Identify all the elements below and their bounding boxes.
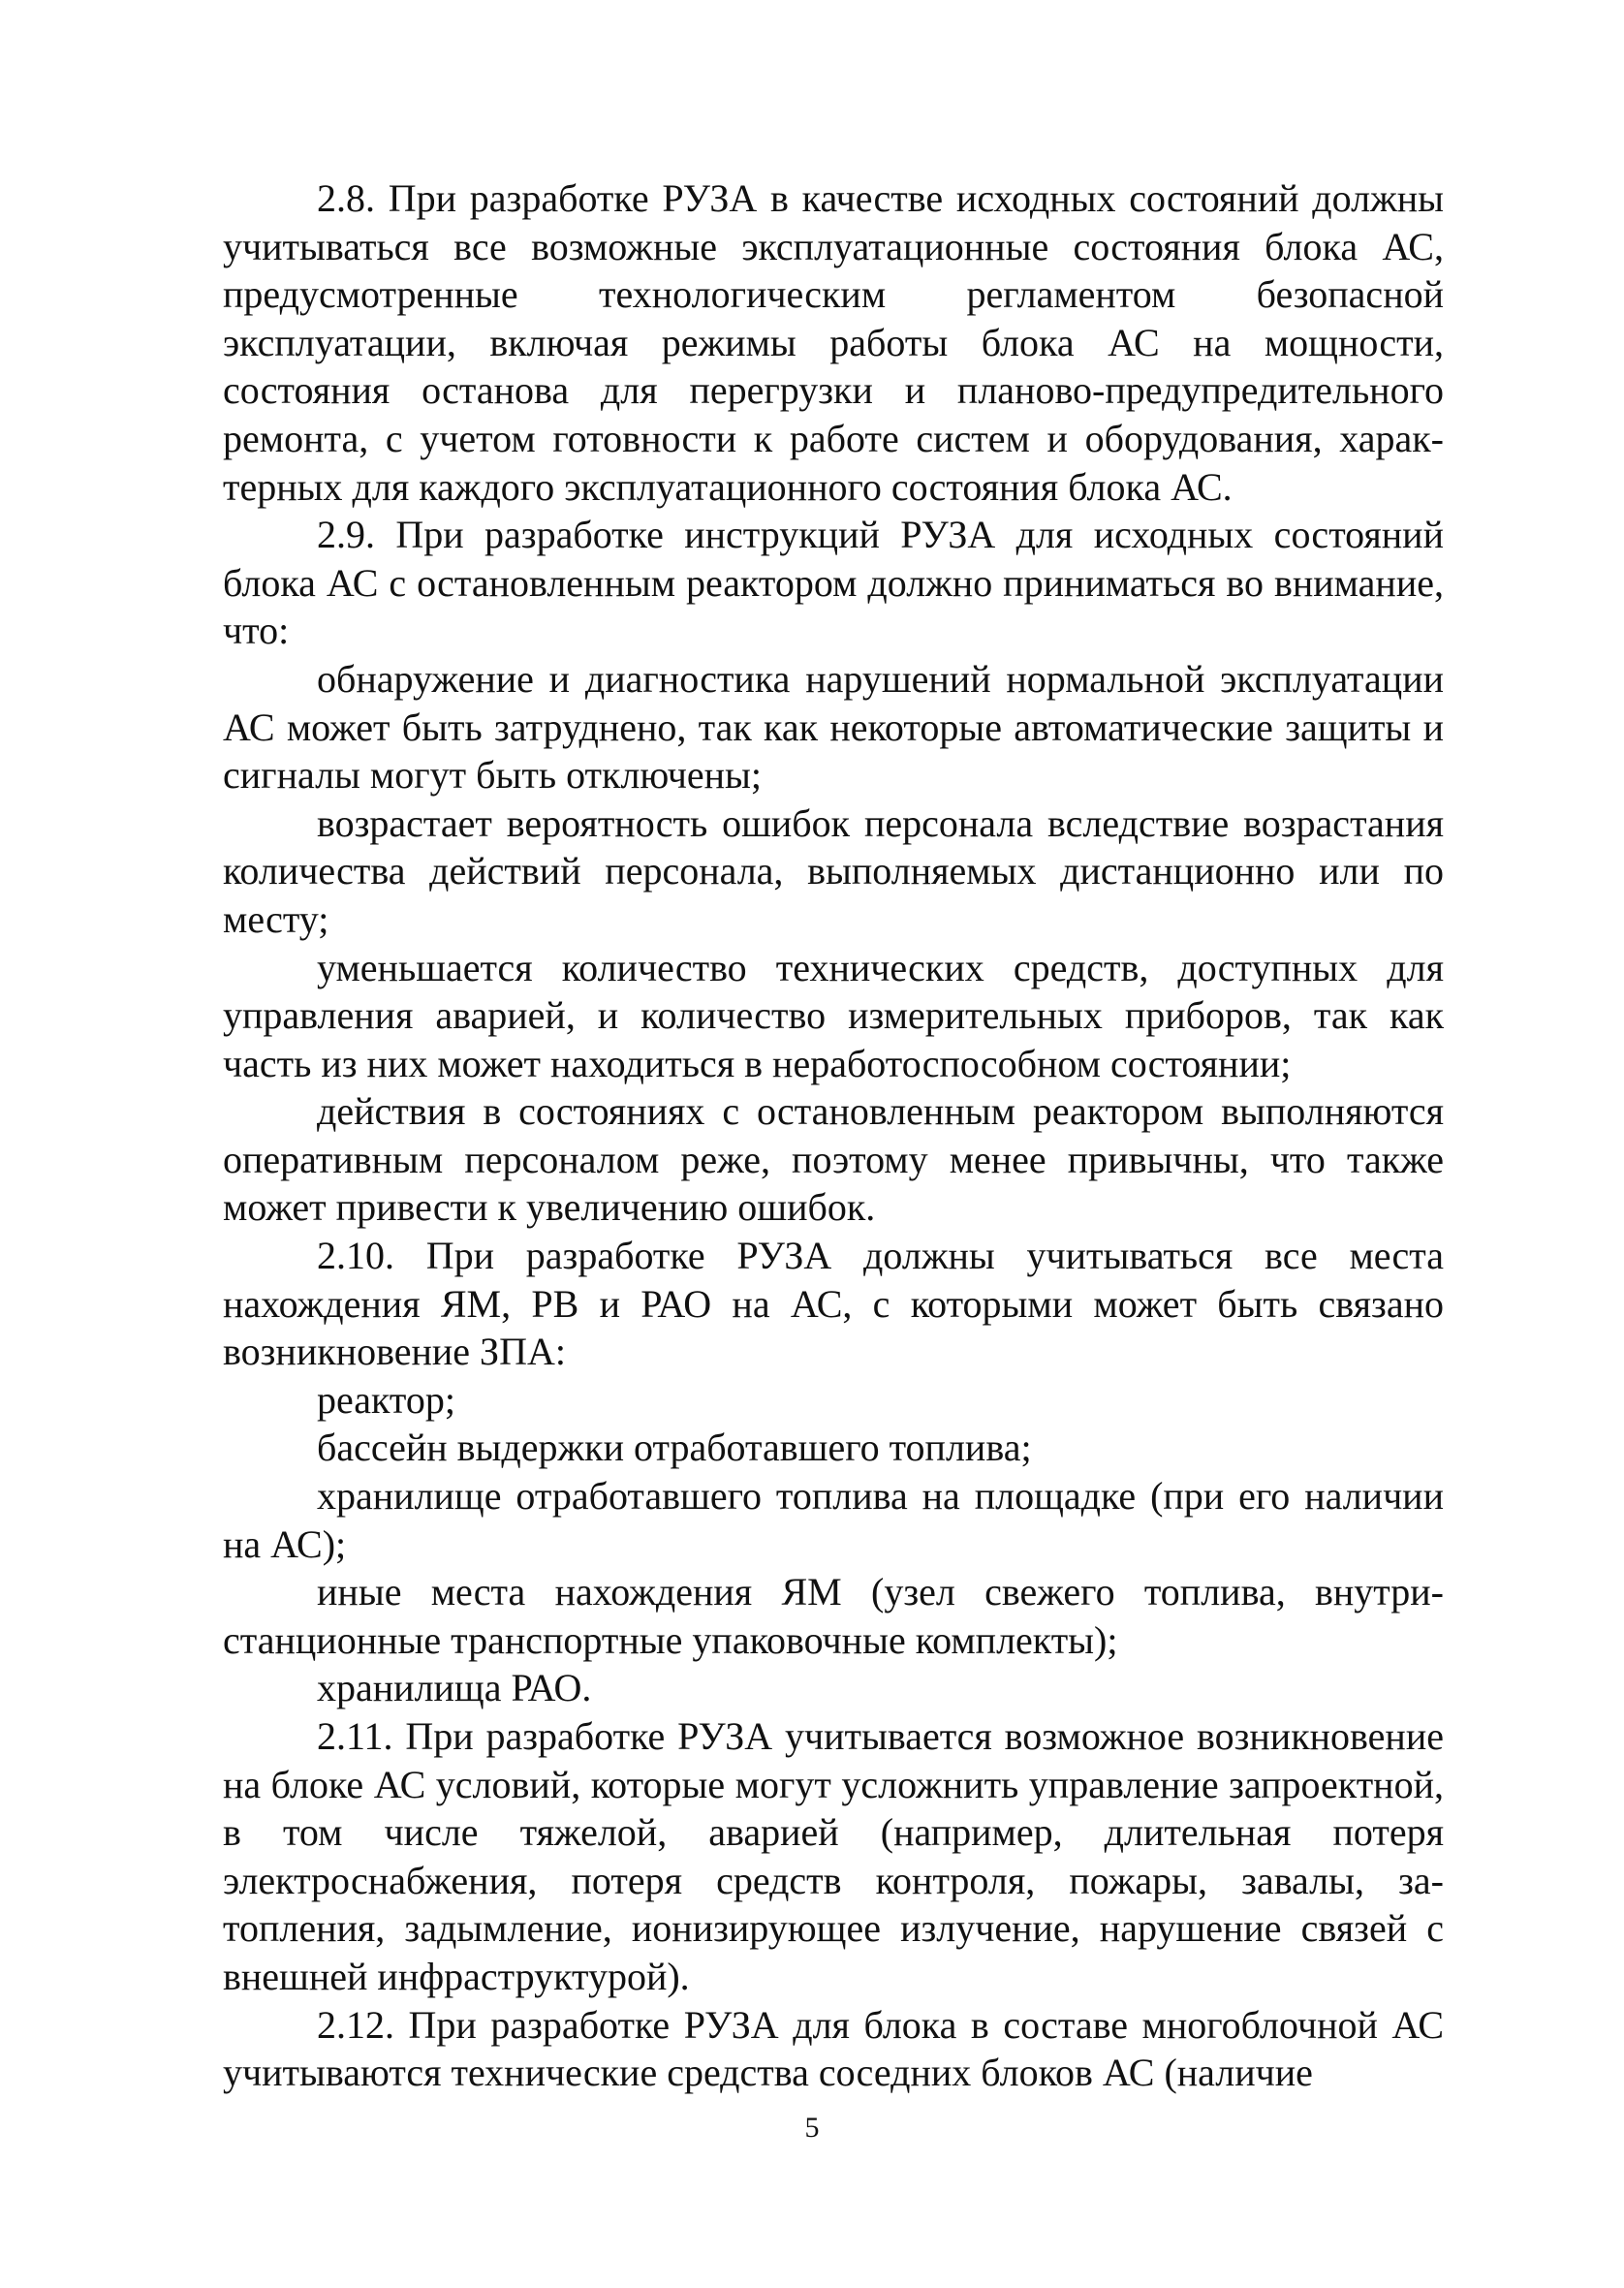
paragraph-2-10: 2.10. При разработке РУЗА должны учитываться все места нахождения ЯМ, РВ и РАО на АС, с которыми может быть связано возникновение ЗПА: xyxy=(223,1234,1444,1374)
list-item-detection: обнаружение и диагностика нарушений нормальной эксплуатации АС может быть затруднено, так как некоторые автоматические защиты и сигналы могут быть отключены; xyxy=(223,656,1444,798)
body-text xyxy=(223,174,1444,2097)
list-item-storage: хранилище отработавшего топлива на площадке (при его наличии на АС); xyxy=(223,1474,1444,1566)
list-item-rao-storage: хранилища РАО. xyxy=(317,1666,592,1710)
list-item-other-places: иные места нахождения ЯМ (узел свежего топлива, внутристанционные транспортные упаковочные комплекты); xyxy=(223,1570,1444,1662)
list-item-error-probability: возрастает вероятность ошибок персонала вследствие возрастания количества действий персонала, выполняемых дистанционно или по месту; xyxy=(223,800,1444,941)
paragraph-2-8: 2.8. При разработке РУЗА в качестве исходных состояний должны учитываться все возможные эксплуатационные состояния блока АС, предусмотренные технологическим регламентом безопасной эксплуатации, включая режимы работы блока АС на мощности, состояния останова для перегрузки и планово-предупредительного ремонта, с учетом готовности к работе систем и оборудования, характерных для каждого эксплуатационного состояния блока АС. xyxy=(223,176,1444,509)
list-item-reactor: реактор; xyxy=(317,1377,455,1422)
paragraph-2-9: 2.9. При разработке инструкций РУЗА для исходных состояний блока АС с остановленным реактором должно приниматься во внимание, что: xyxy=(223,513,1444,653)
list-item-pool: бассейн выдержки отработавшего топлива; xyxy=(317,1426,1032,1470)
page-number: 5 xyxy=(804,2112,820,2144)
list-item-actions: действия в состояниях с остановленным реактором выполняются оперативным персоналом реже, поэтому менее привычны, что также может привести к увеличению ошибок. xyxy=(223,1089,1444,1230)
paragraph-2-11: 2.11. При разработке РУЗА учитывается возможное возникновение на блоке АС условий, которые могут усложнить управление запроектной, в том числе тяжелой, аварией (например, длительная потеря электроснабжения, потеря средств контроля, пожары, завалы, затопления, задымление, ионизирующее излучение, нарушение связей с внешней инфраструктурой). xyxy=(223,1714,1444,1998)
paragraph-2-12: 2.12. При разработке РУЗА для блока в составе многоблочной АС учитываются технические средства соседних блоков АС (наличие xyxy=(223,2002,1444,2095)
list-item-technical-means: уменьшается количество технических средств, доступных для управления аварией, и количество измерительных приборов, так как часть из них может находиться в неработоспособном состоянии; xyxy=(223,945,1444,1085)
